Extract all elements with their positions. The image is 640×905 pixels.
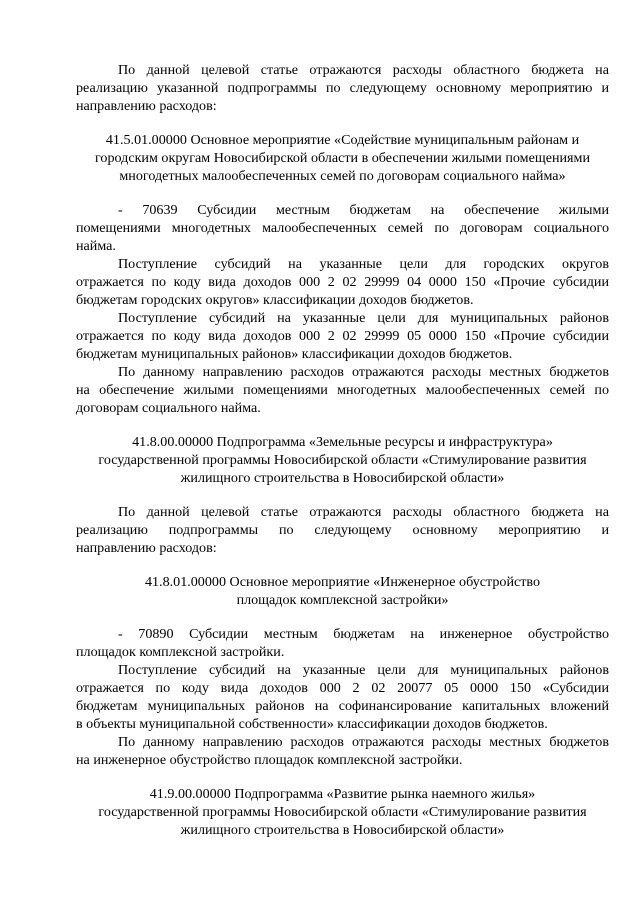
heading-line: 41.8.01.00000 Основное мероприятие «Инженерное обустройство: [144, 574, 541, 590]
heading-line: жилищного строительства в Новосибирской области»: [180, 470, 505, 486]
text-line: реализацию подпрограммы по следующему основному мероприятию и: [76, 522, 609, 538]
text-line: договорам социального найма.: [76, 400, 261, 416]
text-line: Поступление субсидий на указанные цели для муниципальных районов: [118, 662, 609, 678]
text-line: По данному направлению расходов отражаются расходы местных бюджетов: [118, 734, 609, 750]
text-line: отражается по коду вида доходов 000 2 02 29999 05 0000 150 «Прочие субсидии: [76, 328, 609, 344]
heading-line: площадок комплексной застройки»: [236, 592, 449, 608]
text-line: помещениями многодетных малообеспеченных семей по договорам социального: [76, 220, 609, 236]
text-line: на обеспечение жилыми помещениями многодетных малообеспеченных семей по: [76, 382, 609, 398]
heading-line: 41.9.00.00000 Подпрограмма «Развитие рынка наемного жилья»: [149, 786, 536, 802]
text-line: площадок комплексной застройки.: [76, 644, 285, 660]
text-line: реализацию указанной подпрограммы по следующему основному мероприятию и: [76, 80, 609, 96]
text-line: Поступление субсидий на указанные цели для городских округов: [118, 256, 609, 272]
heading-line: 41.5.01.00000 Основное мероприятие «Содействие муниципальным районам и: [105, 132, 580, 148]
heading-line: многодетных малообеспеченных семей по договорам социального найма»: [119, 168, 566, 184]
text-line: По данной целевой статье отражаются расходы областного бюджета на: [118, 504, 609, 520]
text-line: бюджетам городских округов» классификации доходов бюджетов.: [76, 292, 474, 308]
text-line: направлению расходов:: [76, 98, 217, 114]
text-line: направлению расходов:: [76, 540, 217, 556]
text-line: отражается по коду вида доходов 000 2 02 20077 05 0000 150 «Субсидии: [76, 680, 609, 696]
text-line: По данной целевой статье отражаются расходы областного бюджета на: [118, 62, 609, 78]
text-line: По данному направлению расходов отражаются расходы местных бюджетов: [118, 364, 609, 380]
text-line: в объекты муниципальной собственности» классификации доходов бюджетов.: [76, 716, 548, 732]
heading-line: государственной программы Новосибирской области «Стимулирование развития: [98, 804, 587, 820]
text-line: бюджетам муниципальных районов на софинансирование капитальных вложений: [76, 698, 609, 714]
heading-line: жилищного строительства в Новосибирской области»: [180, 822, 505, 838]
heading-line: государственной программы Новосибирской области «Стимулирование развития: [98, 452, 587, 468]
text-line: - 70639 Субсидии местным бюджетам на обеспечение жилыми: [118, 202, 609, 218]
text-line: - 70890 Субсидии местным бюджетам на инженерное обустройство: [118, 626, 609, 642]
text-line: Поступление субсидий на указанные цели для муниципальных районов: [118, 310, 609, 326]
text-line: бюджетам муниципальных районов» классификации доходов бюджетов.: [76, 346, 513, 362]
text-line: найма.: [76, 238, 116, 254]
text-line: на инженерное обустройство площадок комплексной застройки.: [76, 752, 463, 768]
text-line: отражается по коду вида доходов 000 2 02 29999 04 0000 150 «Прочие субсидии: [76, 274, 609, 290]
heading-line: 41.8.00.00000 Подпрограмма «Земельные ресурсы и инфраструктура»: [132, 434, 553, 450]
heading-line: городским округам Новосибирской области в обеспечении жилыми помещениями: [95, 150, 590, 166]
